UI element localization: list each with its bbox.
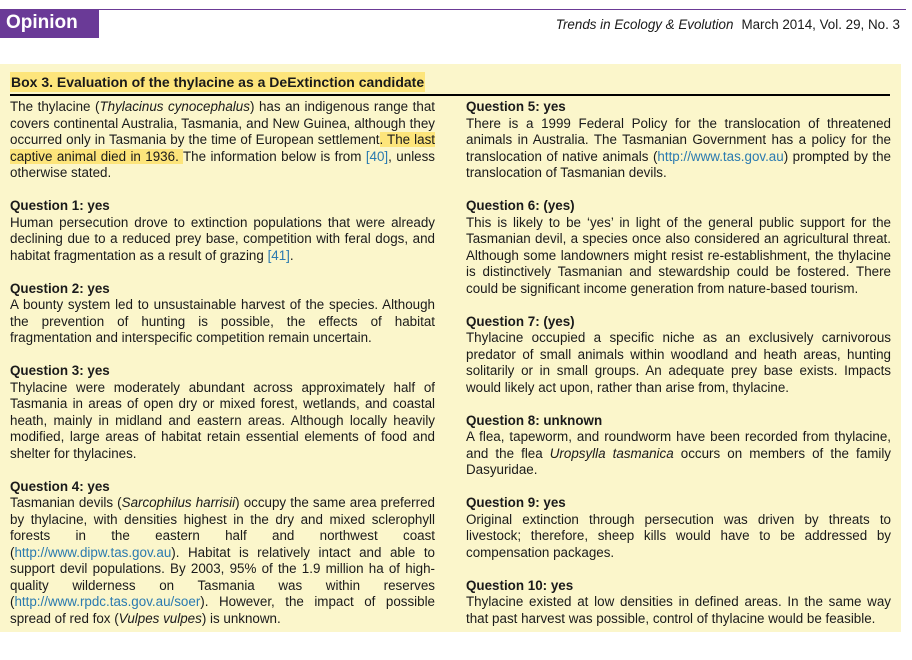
question-10-body: Thylacine existed at low densities in defined areas. In the same way that past harvest was possible, control of thylacine would be feasible. [466,594,891,626]
species-name: Vulpes vulpes [118,610,202,626]
question-2-heading: Question 2: yes [10,280,110,296]
header-rule [0,9,906,10]
question-1-heading: Question 1: yes [10,198,110,213]
highlighted-text: . The last captive animal died in 1936. [10,132,435,164]
question-text: occurs on members of the family Dasyuridae. [466,445,891,477]
question-9-body: Original extinction through persecution was driven by threats to livestock; therefore, sheep kills would have to be addressed by compensation packages. [466,511,891,560]
question-7-body: Thylacine occupied a specific niche as an exclusively carnivorous predator of small animals within woodland and heath areas, hunting solitarily or in small groups. An adequate prey base exists. Impacts would likely act upon, rather than arise from, thylacine. [466,330,891,395]
rpdc-link[interactable]: http://www.rpdc.tas.gov.au/soer [14,594,201,609]
dipw-link[interactable]: http://www.dipw.tas.gov.au [14,544,172,560]
question-5-heading: Question 5: yes [466,99,566,114]
intro-paragraph [10,99,435,182]
question-7-heading: Question 7: (yes) [466,313,575,329]
journal-issue: March 2014, Vol. 29, No. 3 [741,17,900,32]
question-3-body: Thylacine were moderately abundant across approximately half of Tasmania in areas of open dry or mixed forest, wetlands, and coastal heath, mainly in midland and eastern areas. Although locally heavily modified, large areas of habitat retain essential elements of food and shelter for thylacines. [10,379,435,461]
question-8-heading: Question 8: unknown [466,412,603,428]
species-name: Sarcophilus harrisii [121,495,236,510]
box-title-rule [10,94,890,96]
intro-text: The thylacine ( [10,99,100,114]
question-4-heading: Question 4: yes [10,478,110,494]
question-text: There is a 1999 Federal Policy for the translocation of threatened animals in Australia. The Tasmanian Government has a policy for the translocation of native animals ( [466,115,891,164]
right-column [466,99,891,644]
section-tag: Opinion [0,10,99,38]
question-2-body: A bounty system led to unsustainable harvest of the species. Although the prevention of hunting is possible, the effects of habitat fragmentation and interspecific competition remain uncertain. [10,297,435,345]
question-10-heading: Question 10: yes [466,577,574,593]
question-1-body [10,215,435,265]
question-text: ) prompted by the translocation of Tasmanian devils. [466,148,891,180]
question-text: Tasmanian devils ( [10,495,122,510]
question-6-body: This is likely to be ‘yes’ in light of the general public support for the Tasmanian devil, a species once also considered an agricultural threat. Although some landowners might resist re-establishment, the thylacine is distinctively Tasmanian and stewardship could be fostered. There could be significant income generation from nature-based tourism. [466,214,891,296]
tas-gov-link[interactable]: http://www.tas.gov.au [657,148,784,164]
question-6-heading: Question 6: (yes) [466,198,575,213]
question-text: A flea, tapeworm, and roundworm have been recorded from thylacine, and the flea [466,429,891,461]
journal-citation [556,17,900,32]
reference-link-40[interactable]: [40] [365,148,389,164]
question-5-body [466,116,891,182]
journal-name: Trends in Ecology & Evolution [555,17,734,32]
box-title: Box 3. Evaluation of the thylacine as a DeExtinction candidate [11,74,425,90]
question-text: ). However, the impact of possible spread of red fox ( [10,594,435,626]
reference-link-41[interactable]: [41] [267,247,290,263]
question-text: ) occupy the same area preferred by thylacine, with densities highest in the dry and mixed sclerophyll forests in the eastern half and northwest coast ( [10,495,435,560]
species-name: Thylacinus cynocephalus [99,99,250,114]
question-text: Human persecution drove to extinction populations that were already declining due to a reduced prey base, competition with feral dogs, and habitat fragmentation as a result of grazing [10,214,435,263]
question-text: ) is unknown. [201,610,281,626]
question-3-heading: Question 3: yes [10,363,110,378]
question-4-body [10,495,435,627]
intro-text: The information below is from [182,148,366,164]
question-9-heading: Question 9: yes [466,495,566,510]
left-column [10,99,435,644]
question-8-body [466,429,891,479]
question-text: ). Habitat is relatively intact and able to support devil populations. By 2003, 95% of the 1.9 million ha of high-quality wilderness on Tasmania was within reserves ( [10,544,435,609]
intro-text: , unless otherwise stated. [10,148,436,180]
intro-text: ) has an indigenous range that covers continental Australia, Tasmania, and New Guinea, although they occurred only in Tasmania by the time of European settlement [10,99,435,147]
species-name: Uropsylla tasmanica [549,445,674,461]
question-text: . [289,247,294,263]
